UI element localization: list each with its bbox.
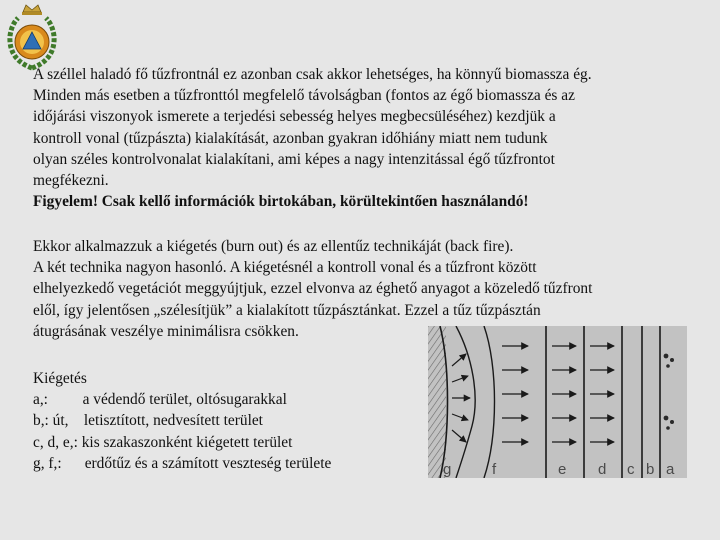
text-line: A széllel haladó fő tűzfrontnál ez azonban csak akkor lehetséges, ha könnyű biomassza ég. xyxy=(33,66,592,83)
warning-text: Figyelem! Csak kellő információk birtokában, körültekintően használandó! xyxy=(33,193,529,211)
legend-item: a,: a védendő terület, oltósugarakkal xyxy=(33,391,287,409)
text-line: A két technika nagyon hasonló. A kiégetésnél a kontroll vonal és a tűzfront között xyxy=(33,259,537,277)
text-line: kontroll vonal (tűzpászta) kialakítását, azonban gyakran időhiány miatt nem tudunk xyxy=(33,129,548,147)
legend-item: c, d, e,: kis szakaszonként kiégetett terület xyxy=(33,433,293,451)
zone-label-c: c xyxy=(627,461,635,478)
legend xyxy=(33,368,331,474)
intro-paragraph xyxy=(33,64,592,212)
zone-label-f: f xyxy=(492,461,497,478)
legend-item: g, f,: erdőtűz és a számított veszteség területe xyxy=(33,454,332,472)
text-line: átugrásának veszélye minimálisra csökken. xyxy=(33,322,299,340)
legend-item: b,: út, letisztított, nedvesített terület xyxy=(33,412,263,430)
text-line: Ekkor alkalmazzuk a kiégetés (burn out) és az ellentűz technikáját (back fire). xyxy=(33,238,514,255)
zone-label-d: d xyxy=(598,461,607,478)
text-line: elől, így jelentősen „szélesítjük” a kialakított tűzpásztánkat. Ezzel a tűz tűzpásztán xyxy=(33,301,541,319)
diagram-background xyxy=(428,326,687,478)
text-line: időjárási viszonyok ismerete a terjedési sebesség helyes megbecsüléséhez) kezdjük a xyxy=(33,108,556,126)
text-line: elhelyezkedő vegetációt meggyújtjuk, ezzel elvonva az éghető anyagot a közeledő tűzfront xyxy=(33,280,593,298)
zone-label-g: g xyxy=(443,461,452,478)
legend-title: Kiégetés xyxy=(33,370,87,387)
zone-label-a: a xyxy=(666,461,675,478)
text-line: megfékezni. xyxy=(33,172,109,190)
zone-label-e: e xyxy=(558,461,567,478)
burn-out-diagram xyxy=(428,326,687,478)
forest-fire-zone xyxy=(428,326,446,478)
text-line: Minden más esetben a tűzfronttól megfelelő távolságban (fontos az égő biomassza és az xyxy=(33,87,575,105)
text-line: olyan széles kontrolvonalat kialakítani, ami képes a nagy intenzitással égő tűzfrontot xyxy=(33,150,555,168)
zone-label-b: b xyxy=(646,461,655,478)
